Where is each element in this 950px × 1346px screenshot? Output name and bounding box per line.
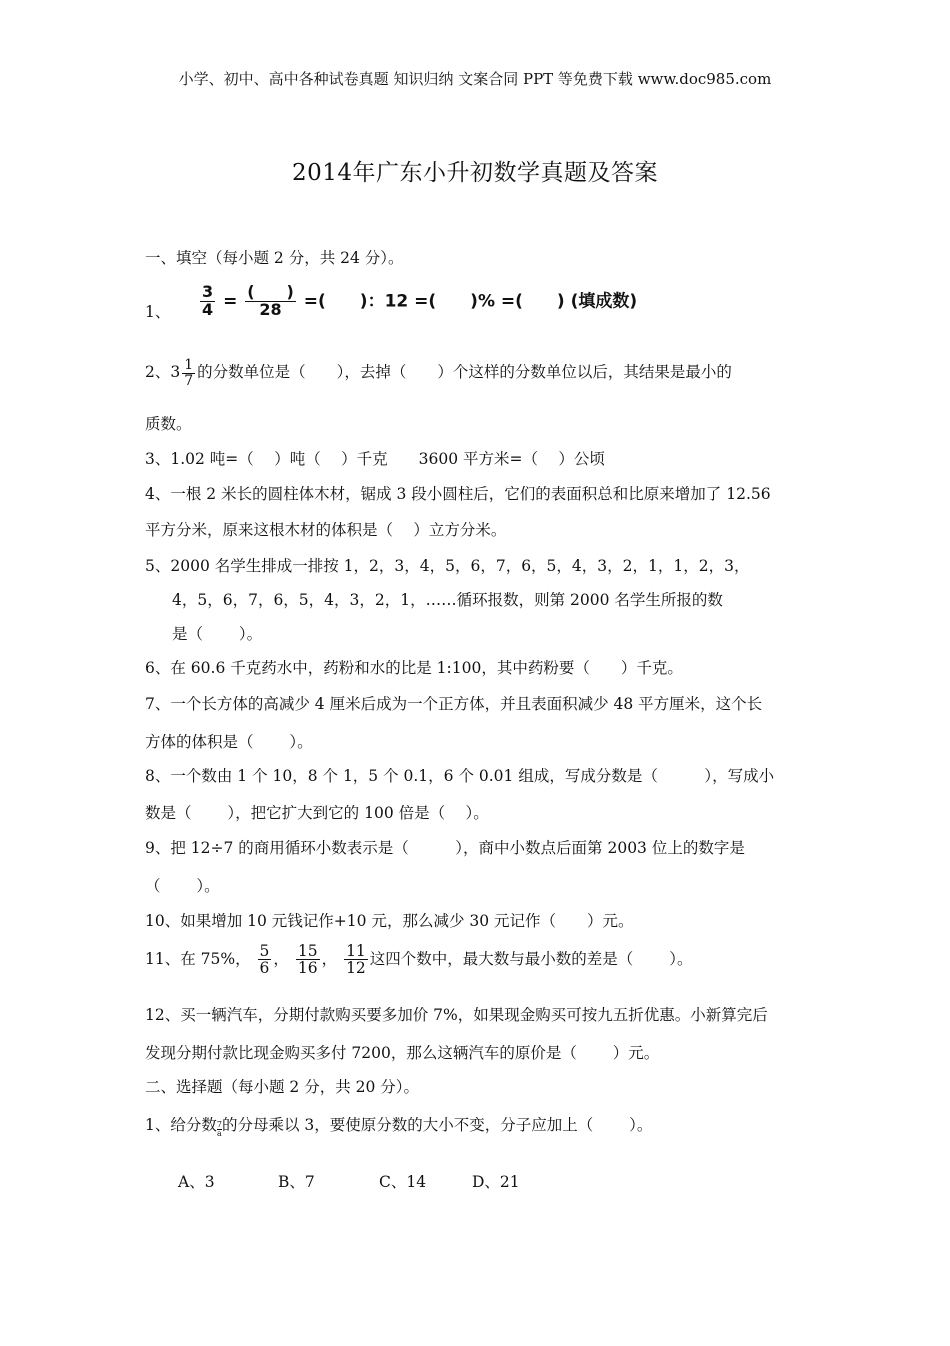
q10: 10、如果增加 10 元钱记作+10 元，那么减少 30 元记作（ ）元。: [145, 912, 634, 930]
q11-fraction-5-6: $\frac{5}{6}$: [259, 942, 270, 978]
q1-fraction-blank-28: $\frac{( )}{28}$: [247, 282, 294, 319]
q2-line-1: 2、3 $\frac{1}{7}$ 的分数单位是（ ），去掉（ ）个这样的分数单位以后，其结果是最小的: [145, 357, 732, 389]
q6: 6、在 60.6 千克药水中，药粉和水的比是 1:100，其中药粉要（ ）千克。: [145, 659, 683, 677]
s2-q1-option-a: A、3: [178, 1173, 215, 1191]
section-1-heading: 一、填空（每小题 2 分，共 24 分）。: [145, 249, 404, 267]
q11-fraction-11-12: $\frac{11}{12}$: [346, 942, 366, 978]
q5-line-2: 4，5，6，7，6，5，4，3，2，1，……循环报数，则第 2000 名学生所报的数: [172, 591, 723, 609]
s2-q1-option-d: D、21: [472, 1173, 520, 1191]
q7-line-2: 方体的体积是（ ）。: [145, 733, 313, 751]
q8-line-1: 8、一个数由 1 个 10，8 个 1，5 个 0.1，6 个 0.01 组成，写成分数是（ ），写成小: [145, 767, 775, 785]
q2-line-2: 质数。: [145, 415, 192, 433]
q9-line-1: 9、把 12÷7 的商用循环小数表示是（ ），商中小数点后面第 2003 位上的数字是: [145, 839, 745, 857]
q5-line-3: 是（ ）。: [172, 625, 263, 643]
q1-equation: $\frac{3}{4}$ = $\frac{( )}{28}$ =( )：12 =( )% =( ) (填成数): [202, 282, 638, 319]
q11: 11、在 75%， $\frac{5}{6}$ ， $\frac{15}{16}$ ， $\frac{11}{12}$ 这四个数中，最大数与最小数的差是（ ）。: [145, 942, 693, 978]
q4-line-1: 4、一根 2 米长的圆柱体木材，锯成 3 段小圆柱后，它们的表面积总和比原来增加了 12.56: [145, 485, 771, 503]
q12-line-1: 12、买一辆汽车，分期付款购买要多加价 7%，如果现金购买可按九五折优惠。小新算完后: [145, 1006, 768, 1024]
q3: 3、1.02 吨=（ ）吨（ ）千克 3600 平方米=（ ）公顷: [145, 450, 605, 468]
s2-q1: 1、给分数 $\frac{7}{a}$的分母乘以 3，要使原分数的大小不变，分子应加上（ ）。: [145, 1116, 653, 1138]
q1-fraction-3-4: $\frac{3}{4}$: [202, 282, 214, 319]
s2-q1-option-b: B、7: [278, 1173, 315, 1191]
q5-line-1: 5、2000 名学生排成一排按 1，2，3，4，5，6，7，6，5，4，3，2，1，1，2，3，: [145, 557, 750, 575]
page-header: 小学、初中、高中各种试卷真题 知识归纳 文案合同 PPT 等免费下载 www.doc985.com: [178, 70, 772, 88]
q7-line-1: 7、一个长方体的高减少 4 厘米后成为一个正方体，并且表面积减少 48 平方厘米，这个长: [145, 695, 763, 713]
page-title: 2014年广东小升初数学真题及答案: [291, 160, 659, 186]
s2-q1-option-c: C、14: [379, 1173, 427, 1191]
section-2-heading: 二、选择题（每小题 2 分，共 20 分）。: [145, 1078, 420, 1096]
q1-label: 1、: [145, 303, 171, 321]
q8-line-2: 数是（ ），把它扩大到它的 100 倍是（ ）。: [145, 804, 489, 822]
q9-line-2: （ ）。: [145, 877, 220, 895]
q4-line-2: 平方分米，原来这根木材的体积是（ ）立方分米。: [145, 521, 507, 539]
q11-fraction-15-16: $\frac{15}{16}$: [297, 942, 318, 978]
s2-q1-fraction-7-a: $\frac{7}{a}$: [216, 1120, 222, 1138]
q2-fraction-1-7: $\frac{1}{7}$: [184, 357, 194, 389]
q12-line-2: 发现分期付款比现金购买多付 7200，那么这辆汽车的原价是（ ）元。: [145, 1044, 660, 1062]
